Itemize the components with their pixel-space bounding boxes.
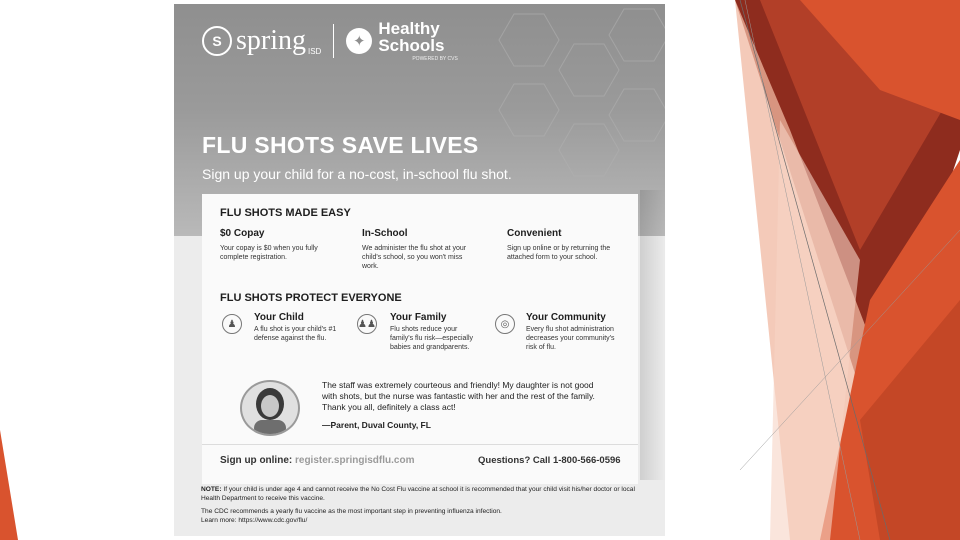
testimonial-attribution: —Parent, Duval County, FL — [322, 420, 431, 430]
cdc-paragraph — [201, 508, 641, 525]
note-paragraph — [201, 486, 641, 503]
your-family-heading: Your Family — [390, 312, 447, 323]
signup-line — [220, 455, 414, 466]
hero-title: FLU SHOTS SAVE LIVES — [202, 132, 479, 158]
in-school-heading: In-School — [362, 228, 408, 239]
logo-divider — [333, 24, 334, 58]
logo-row — [202, 20, 458, 62]
parent-photo — [240, 380, 300, 436]
signup-url-link[interactable]: register.springisdflu.com — [295, 455, 415, 466]
your-community-text: Every flu shot administration decreases your community's risk of flu. — [526, 326, 615, 351]
card-divider — [202, 444, 638, 445]
family-icon: ♟♟ — [357, 314, 377, 334]
copay-text: Your copay is $0 when you fully complete registration. — [220, 245, 318, 261]
healthy-schools-logo — [372, 20, 457, 62]
made-easy-title: FLU SHOTS MADE EASY — [220, 207, 351, 219]
spring-logo-icon: S — [202, 26, 232, 56]
facet-left — [0, 430, 18, 540]
globe-icon: ◎ — [495, 314, 515, 334]
card-shadow — [640, 190, 666, 480]
spring-isd-text: ISD — [308, 47, 322, 56]
in-school-text: We administer the flu shot at your child's school, so you won't miss work. — [362, 245, 467, 270]
healthy-text: Healthy — [378, 19, 440, 38]
healthy-schools-icon: ✦ — [346, 28, 372, 54]
cdc-text: The CDC recommends a yearly flu vaccine as the most important step in preventing influenza infection. — [201, 508, 502, 515]
learn-more-link[interactable]: Learn more: https://www.cdc.gov/flu/ — [201, 516, 308, 524]
protect-title: FLU SHOTS PROTECT EVERYONE — [220, 292, 402, 304]
person-icon: ♟ — [222, 314, 242, 334]
your-family-text: Flu shots reduce your family's flu risk—especially babies and grandparents. — [390, 326, 474, 351]
convenient-heading: Convenient — [507, 228, 562, 239]
note-label: NOTE: — [201, 486, 222, 493]
convenient-text: Sign up online or by returning the attached form to your school. — [507, 245, 611, 261]
schools-text: Schools — [378, 36, 445, 55]
phone-contact: Questions? Call 1-800-566-0596 — [478, 455, 621, 466]
spring-logo-text: spring — [236, 25, 306, 56]
testimonial-quote: The staff was extremely courteous and friendly! My daughter is not good with shots, but the nurse was fantastic with her and the rest of the family. Thank you all, definitely a class act! — [322, 380, 595, 412]
flu-shot-flyer — [174, 4, 665, 536]
powered-by-text: POWERED BY CVS — [412, 56, 458, 62]
copay-heading: $0 Copay — [220, 228, 265, 239]
hero-subtitle: Sign up your child for a no-cost, in-school flu shot. — [202, 166, 512, 182]
your-child-heading: Your Child — [254, 312, 304, 323]
signup-label: Sign up online: — [220, 455, 293, 466]
note-text: If your child is under age 4 and cannot receive the No Cost Flu vaccine at school it is recommended that your child visit his/her doctor or local Health Department to receive this vaccine. — [201, 486, 635, 502]
your-community-heading: Your Community — [526, 312, 606, 323]
your-child-text: A flu shot is your child's #1 defense against the flu. — [254, 326, 337, 342]
info-card — [202, 194, 638, 484]
parent-photo-illustration — [242, 382, 298, 434]
flyer-notes — [201, 486, 641, 530]
